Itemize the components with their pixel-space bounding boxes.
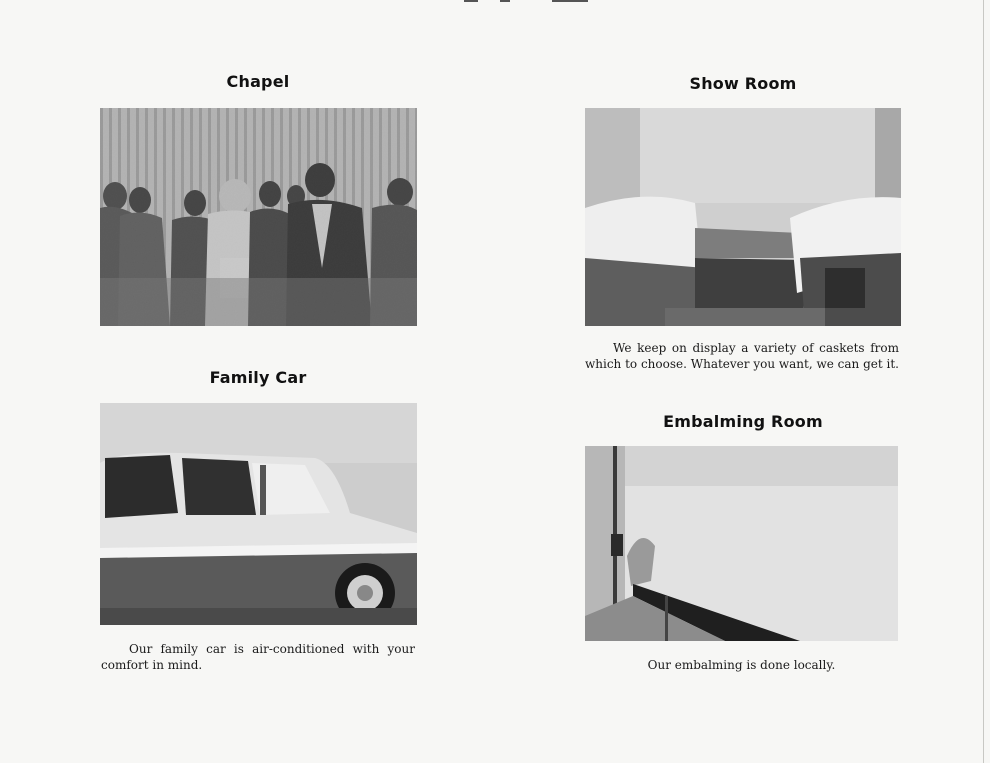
family-car-photo xyxy=(100,403,417,625)
chapel-photo xyxy=(100,108,417,326)
page-edge xyxy=(983,0,984,763)
family-car-heading: Family Car xyxy=(209,368,307,387)
family-car-caption: Our family car is air-conditioned with your comfort in mind. xyxy=(101,642,415,672)
embalming-room-caption: Our embalming is done locally. xyxy=(647,658,836,672)
showroom-caption: We keep on display a variety of caskets from which to choose. Whatever you want, we can get it. xyxy=(585,341,899,371)
showroom-photo xyxy=(585,108,901,326)
chapel-heading: Chapel xyxy=(226,72,290,91)
showroom-heading: Show Room xyxy=(689,74,797,93)
embalming-room-heading: Embalming Room xyxy=(663,412,823,431)
embalming-room-photo xyxy=(585,446,898,641)
scan-marks xyxy=(440,0,620,4)
